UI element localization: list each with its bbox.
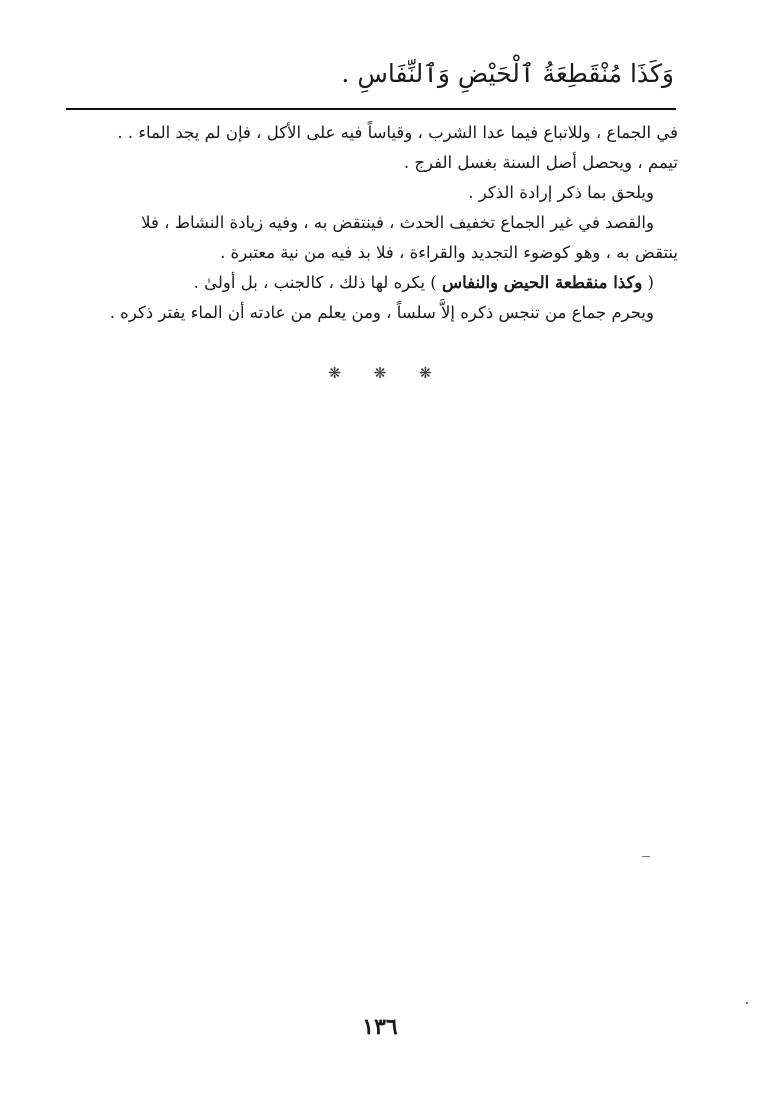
- text-line-7: ويحرم جماع من تنجس ذكره إلاَّ سلساً ، ومن يعلم من عادته أن الماء يفتر ذكره .: [109, 303, 654, 322]
- header-rule: [66, 108, 676, 110]
- text-line-5: ينتقض به ، وهو كوضوء التجديد والقراءة ، فلا بد فيه من نية معتبرة .: [220, 243, 678, 262]
- text-line-1: في الجماع ، وللاتباع فيما عدا الشرب ، وقياساً فيه على الأكل ، فإن لم يجد الماء . .: [117, 123, 678, 142]
- section-divider: [0, 364, 760, 382]
- text-line-3: ويلحق بما ذكر إرادة الذكر .: [468, 183, 654, 202]
- text-line-6: [60, 268, 678, 298]
- scan-speck: [746, 1002, 748, 1004]
- open-paren: (: [642, 273, 654, 292]
- page-number: ١٣٦: [362, 1014, 398, 1040]
- commentary-text: ) يكره لها ذلك ، كالجنب ، بل أولىٰ .: [193, 273, 442, 292]
- scan-speck: [642, 856, 650, 857]
- ornament-icon: ❋: [328, 364, 341, 382]
- body-text: [60, 118, 678, 328]
- quoted-matn: وكذا منقطعة الحيض والنفاس: [441, 273, 643, 292]
- ornament-icon: ❋: [419, 364, 432, 382]
- section-heading: وَكَذَا مُنْقَطِعَةُ ٱلْحَيْضِ وَٱلنِّفَاسِ .: [341, 59, 674, 88]
- text-line-2: تيمم ، ويحصل أصل السنة بغسل الفرج .: [403, 153, 678, 172]
- ornament-icon: ❋: [373, 364, 387, 382]
- text-line-4: والقصد في غير الجماع تخفيف الحدث ، فينتقض به ، وفيه زيادة النشاط ، فلا: [141, 213, 654, 232]
